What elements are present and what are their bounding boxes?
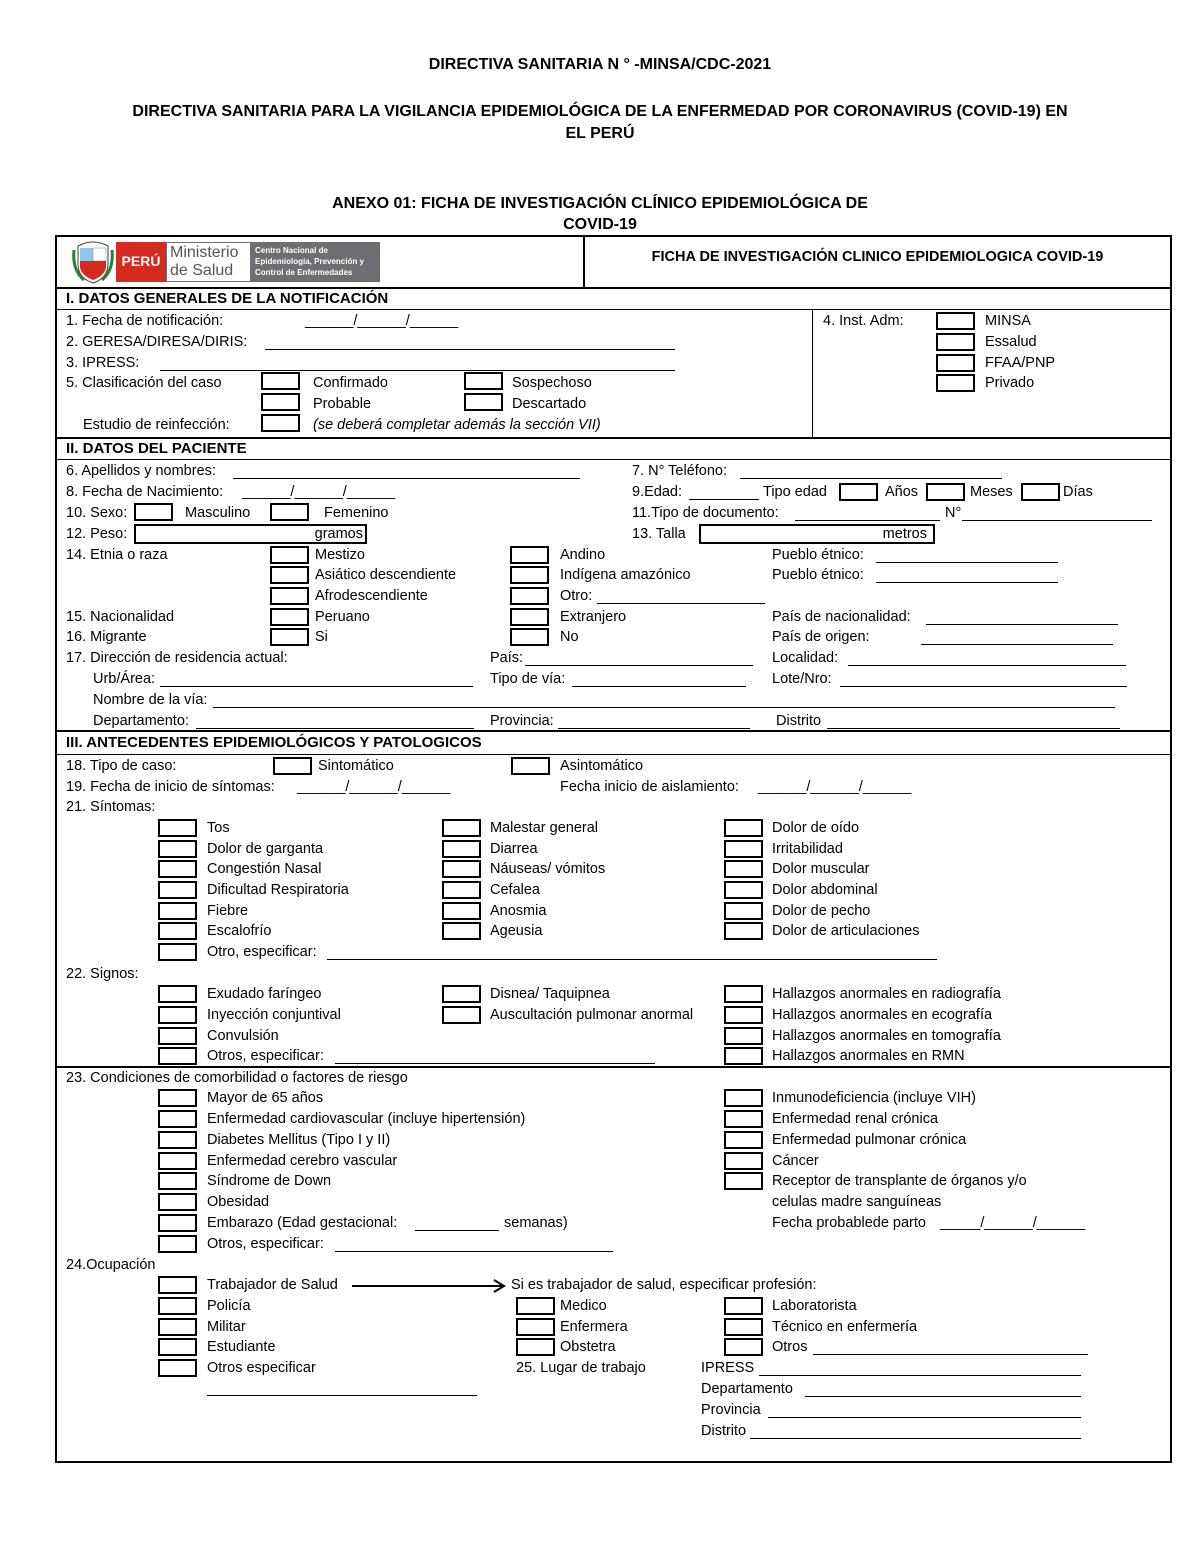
symptom-label: Ageusia bbox=[490, 923, 543, 939]
weight-field[interactable] bbox=[134, 524, 367, 544]
pregnancy-label: Embarazo (Edad gestacional: bbox=[207, 1215, 398, 1231]
other-ethnicity-checkbox[interactable] bbox=[510, 587, 549, 605]
comorbidity-checkbox[interactable] bbox=[158, 1089, 197, 1107]
other-sign-field[interactable] bbox=[335, 1063, 655, 1064]
ffaa-pnp-label: FFAA/PNP bbox=[985, 355, 1056, 371]
peruvian-checkbox[interactable] bbox=[270, 608, 309, 626]
directive-number: DIRECTIVA SANITARIA N ° -MINSA/CDC-2021 bbox=[428, 56, 772, 73]
section-divider bbox=[55, 287, 1172, 289]
country-field[interactable] bbox=[525, 665, 753, 666]
symptom-checkbox[interactable] bbox=[442, 840, 481, 858]
ethnic-group-field-2[interactable] bbox=[876, 582, 1058, 583]
symptom-label: Malestar general bbox=[490, 820, 598, 836]
comorbidity-checkbox[interactable] bbox=[724, 1089, 763, 1107]
ipress-field[interactable] bbox=[160, 370, 675, 371]
lot-number-label: Lote/Nro: bbox=[772, 671, 832, 687]
months-label: Meses bbox=[970, 484, 1013, 500]
symptom-checkbox[interactable] bbox=[442, 881, 481, 899]
due-date-label: Fecha probablede parto bbox=[772, 1215, 926, 1231]
symptom-label: Tos bbox=[207, 820, 230, 836]
foreign-label: Extranjero bbox=[560, 609, 627, 625]
lot-number-field[interactable] bbox=[840, 686, 1127, 687]
symptom-checkbox[interactable] bbox=[158, 860, 197, 878]
descartado-checkbox[interactable] bbox=[464, 393, 503, 411]
geresa-field[interactable] bbox=[265, 349, 675, 350]
annex-title-line-2: COVID-19 bbox=[563, 216, 637, 233]
height-unit: metros bbox=[882, 526, 927, 542]
specify-profession-label: Si es trabajador de salud, especificar profesión: bbox=[511, 1277, 817, 1293]
sign-label: Inyección conjuntival bbox=[207, 1007, 341, 1023]
document-type-label: 11.Tipo de documento: bbox=[632, 505, 779, 521]
ipress-label: 3. IPRESS: bbox=[66, 355, 140, 371]
full-name-label: 6. Apellidos y nombres: bbox=[66, 463, 216, 479]
sign-label: Auscultación pulmonar anormal bbox=[490, 1007, 694, 1023]
other-comorbidity-label: Otros, especificar: bbox=[207, 1236, 324, 1252]
symptom-label: Dolor muscular bbox=[772, 861, 870, 877]
indigenous-amazonian-checkbox[interactable] bbox=[510, 566, 549, 584]
other-symptom-field[interactable] bbox=[327, 959, 937, 960]
asymptomatic-label: Asintomático bbox=[560, 758, 644, 774]
reinfection-note: (se deberá completar además la sección VII) bbox=[313, 417, 601, 433]
district-label: Distrito bbox=[776, 713, 822, 729]
profession-checkbox[interactable] bbox=[516, 1338, 555, 1356]
other-sign-label: Otros, especificar: bbox=[207, 1048, 324, 1064]
male-checkbox[interactable] bbox=[134, 503, 173, 521]
age-field[interactable] bbox=[689, 499, 759, 500]
height-field[interactable] bbox=[699, 524, 935, 544]
pregnancy-checkbox[interactable] bbox=[158, 1214, 197, 1232]
confirmado-checkbox[interactable] bbox=[261, 372, 300, 390]
symptom-label: Dolor de garganta bbox=[207, 841, 324, 857]
profession-checkbox[interactable] bbox=[724, 1318, 763, 1336]
section-divider bbox=[55, 459, 1172, 460]
symptom-checkbox[interactable] bbox=[158, 922, 197, 940]
origin-country-label: País de origen: bbox=[772, 629, 870, 645]
sign-checkbox[interactable] bbox=[158, 1027, 197, 1045]
section-2-title: II. DATOS DEL PACIENTE bbox=[66, 440, 247, 457]
essalud-label: Essalud bbox=[985, 334, 1037, 350]
comorbidity-label: Mayor de 65 años bbox=[207, 1090, 324, 1106]
other-profession-field[interactable] bbox=[813, 1354, 1088, 1355]
profession-label: Laboratorista bbox=[772, 1298, 857, 1314]
other-profession-checkbox[interactable] bbox=[724, 1338, 763, 1356]
weight-unit: gramos bbox=[314, 526, 363, 542]
workplace-label: 25. Lugar de trabajo bbox=[516, 1360, 646, 1376]
symptom-checkbox[interactable] bbox=[158, 881, 197, 899]
inst-adm-divider bbox=[812, 309, 813, 437]
sign-label: Hallazgos anormales en ecografía bbox=[772, 1007, 993, 1023]
other-occupation-checkbox[interactable] bbox=[158, 1359, 197, 1377]
sign-checkbox[interactable] bbox=[724, 1027, 763, 1045]
occupation-label: Trabajador de Salud bbox=[207, 1277, 338, 1293]
symptom-checkbox[interactable] bbox=[442, 819, 481, 837]
nationality-country-field[interactable] bbox=[926, 624, 1118, 625]
female-label: Femenino bbox=[324, 505, 389, 521]
symptom-label: Escalofrío bbox=[207, 923, 272, 939]
other-occupation-field[interactable] bbox=[207, 1395, 477, 1396]
comorbidities-label: 23. Condiciones de comorbilidad o factores de riesgo bbox=[66, 1070, 408, 1086]
andino-checkbox[interactable] bbox=[510, 546, 549, 564]
workplace-ipress-field[interactable] bbox=[759, 1375, 1081, 1376]
symptomatic-checkbox[interactable] bbox=[273, 757, 312, 775]
sign-checkbox[interactable] bbox=[724, 1047, 763, 1065]
privado-label: Privado bbox=[985, 375, 1035, 391]
andino-label: Andino bbox=[560, 547, 606, 563]
comorbidity-checkbox[interactable] bbox=[724, 1172, 763, 1190]
migrant-no-label: No bbox=[560, 629, 579, 645]
migrant-yes-label: Si bbox=[315, 629, 328, 645]
phone-field[interactable] bbox=[740, 478, 1002, 479]
minsa-checkbox[interactable] bbox=[936, 312, 975, 330]
symptom-label: Dolor abdominal bbox=[772, 882, 878, 898]
symptom-checkbox[interactable] bbox=[442, 922, 481, 940]
road-name-field[interactable] bbox=[213, 707, 1115, 708]
symptomatic-label: Sintomático bbox=[318, 758, 394, 774]
occupation-label: 24.Ocupación bbox=[66, 1257, 156, 1273]
locality-label: Localidad: bbox=[772, 650, 839, 666]
comorbidity-label: Enfermedad cardiovascular (incluye hipertensión) bbox=[207, 1111, 526, 1127]
road-name-label: Nombre de la vía: bbox=[93, 692, 208, 708]
symptom-label: Dificultad Respiratoria bbox=[207, 882, 349, 898]
urb-area-label: Urb/Área: bbox=[93, 671, 156, 687]
essalud-checkbox[interactable] bbox=[936, 333, 975, 351]
province-label: Provincia: bbox=[490, 713, 554, 729]
signs-label: 22. Signos: bbox=[66, 966, 139, 982]
case-type-label: 18. Tipo de caso: bbox=[66, 758, 177, 774]
symptom-checkbox[interactable] bbox=[724, 860, 763, 878]
occupation-checkbox[interactable] bbox=[158, 1318, 197, 1336]
sospechoso-checkbox[interactable] bbox=[464, 372, 503, 390]
symptom-checkbox[interactable] bbox=[158, 902, 197, 920]
years-checkbox[interactable] bbox=[839, 483, 878, 501]
afro-descendant-label: Afrodescendiente bbox=[315, 588, 428, 604]
comorbidity-checkbox[interactable] bbox=[158, 1152, 197, 1170]
arrow-right-icon bbox=[352, 1279, 512, 1293]
months-checkbox[interactable] bbox=[926, 483, 965, 501]
workplace-district-label: Distrito bbox=[701, 1423, 747, 1439]
center-line-2: Epidemiología, Prevención y bbox=[255, 257, 364, 266]
urb-area-field[interactable] bbox=[160, 686, 473, 687]
symptom-label: Diarrea bbox=[490, 841, 538, 857]
annex-title-line-1: ANEXO 01: FICHA DE INVESTIGACIÓN CLÍNICO EPIDEMIOLÓGICA DE bbox=[332, 195, 868, 212]
indigenous-amazonian-label: Indígena amazónico bbox=[560, 567, 691, 583]
peru-label: PERÚ bbox=[121, 253, 161, 269]
female-checkbox[interactable] bbox=[270, 503, 309, 521]
road-type-field[interactable] bbox=[572, 686, 746, 687]
profession-checkbox[interactable] bbox=[724, 1297, 763, 1315]
sign-checkbox[interactable] bbox=[724, 1006, 763, 1024]
other-ethnicity-field[interactable] bbox=[597, 603, 765, 604]
mestizo-label: Mestizo bbox=[315, 547, 365, 563]
profession-checkbox[interactable] bbox=[516, 1297, 555, 1315]
due-date-field[interactable]: _____/______/______ bbox=[940, 1215, 1086, 1231]
sign-checkbox[interactable] bbox=[158, 985, 197, 1003]
symptom-label: Congestión Nasal bbox=[207, 861, 322, 877]
comorbidity-label: Inmunodeficiencia (incluye VIH) bbox=[772, 1090, 976, 1106]
notification-date-field[interactable]: ______/______/______ bbox=[305, 313, 459, 329]
country-label: País: bbox=[490, 650, 524, 666]
comorbidity-label: Enfermedad cerebro vascular bbox=[207, 1153, 398, 1169]
privado-checkbox[interactable] bbox=[936, 374, 975, 392]
symptom-checkbox[interactable] bbox=[724, 902, 763, 920]
symptoms-label: 21. Síntomas: bbox=[66, 799, 156, 815]
comorbidity-checkbox[interactable] bbox=[724, 1152, 763, 1170]
department-label: Departamento: bbox=[93, 713, 189, 729]
workplace-province-label: Provincia bbox=[701, 1402, 761, 1418]
document-type-field[interactable] bbox=[795, 520, 940, 521]
document-number-field[interactable] bbox=[962, 520, 1152, 521]
other-symptom-checkbox[interactable] bbox=[158, 943, 197, 961]
symptom-checkbox[interactable] bbox=[442, 902, 481, 920]
locality-field[interactable] bbox=[848, 665, 1126, 666]
center-line-1: Centro Nacional de bbox=[255, 246, 328, 255]
symptom-label: Irritabilidad bbox=[772, 841, 843, 857]
comorbidity-label: Enfermedad renal crónica bbox=[772, 1111, 939, 1127]
peruvian-label: Peruano bbox=[315, 609, 370, 625]
symptom-checkbox[interactable] bbox=[724, 922, 763, 940]
workplace-department-label: Departamento bbox=[701, 1381, 793, 1397]
birth-date-label: 8. Fecha de Nacimiento: bbox=[66, 484, 224, 500]
probable-checkbox[interactable] bbox=[261, 393, 300, 411]
document-number-label: N° bbox=[945, 505, 962, 521]
male-label: Masculino bbox=[185, 505, 251, 521]
ethnic-group-label-1: Pueblo étnico: bbox=[772, 547, 864, 563]
birth-date-field[interactable]: ______/______/______ bbox=[242, 484, 396, 500]
form-title: FICHA DE INVESTIGACIÓN CLINICO EPIDEMIOLOGICA COVID-19 bbox=[651, 249, 1104, 265]
sign-checkbox[interactable] bbox=[442, 1006, 481, 1024]
profession-label: Técnico en enfermería bbox=[772, 1319, 918, 1335]
comorbidity-label: Cáncer bbox=[772, 1153, 819, 1169]
nationality-label: 15. Nacionalidad bbox=[66, 609, 175, 625]
section-divider bbox=[55, 309, 1172, 310]
comorbidity-label: Obesidad bbox=[207, 1194, 270, 1210]
geresa-label: 2. GERESA/DIRESA/DIRIS: bbox=[66, 334, 248, 350]
center-line-3: Control de Enfermedades bbox=[255, 268, 353, 277]
comorbidity-checkbox[interactable] bbox=[158, 1110, 197, 1128]
descartado-label: Descartado bbox=[512, 396, 587, 412]
asian-descendant-label: Asiático descendiente bbox=[315, 567, 457, 583]
symptom-onset-field[interactable]: ______/______/______ bbox=[297, 779, 451, 795]
symptom-onset-label: 19. Fecha de inicio de síntomas: bbox=[66, 779, 275, 795]
sign-checkbox[interactable] bbox=[442, 985, 481, 1003]
case-classification-label: 5. Clasificación del caso bbox=[66, 375, 222, 391]
symptom-label: Náuseas/ vómitos bbox=[490, 861, 606, 877]
probable-label: Probable bbox=[313, 396, 372, 412]
peru-coat-of-arms-icon bbox=[72, 240, 114, 284]
section-divider bbox=[55, 1066, 1172, 1068]
profession-label: Enfermera bbox=[560, 1319, 628, 1335]
ministry-line-2: de Salud bbox=[170, 262, 234, 279]
occupation-checkbox[interactable] bbox=[158, 1338, 197, 1356]
isolation-start-field[interactable]: ______/______/______ bbox=[758, 779, 912, 795]
comorbidity-label: Enfermedad pulmonar crónica bbox=[772, 1132, 967, 1148]
profession-label: Medico bbox=[560, 1298, 607, 1314]
days-label: Días bbox=[1063, 484, 1093, 500]
mestizo-checkbox[interactable] bbox=[270, 546, 309, 564]
ffaa-pnp-checkbox[interactable] bbox=[936, 354, 975, 372]
symptom-label: Dolor de oído bbox=[772, 820, 860, 836]
comorbidity-label-continued: celulas madre sanguíneas bbox=[772, 1194, 942, 1210]
address-label: 17. Dirección de residencia actual: bbox=[66, 650, 288, 666]
district-field[interactable] bbox=[827, 728, 1120, 729]
confirmado-label: Confirmado bbox=[313, 375, 388, 391]
sign-checkbox[interactable] bbox=[158, 1006, 197, 1024]
workplace-district-field[interactable] bbox=[750, 1438, 1081, 1439]
migrant-label: 16. Migrante bbox=[66, 629, 147, 645]
section-divider bbox=[55, 754, 1172, 755]
inst-adm-label: 4. Inst. Adm: bbox=[823, 313, 904, 329]
occupation-label: Estudiante bbox=[207, 1339, 276, 1355]
symptom-label: Fiebre bbox=[207, 903, 249, 919]
other-occupation-label: Otros especificar bbox=[207, 1360, 316, 1376]
sex-label: 10. Sexo: bbox=[66, 505, 128, 521]
symptom-checkbox[interactable] bbox=[724, 881, 763, 899]
nationality-country-label: País de nacionalidad: bbox=[772, 609, 911, 625]
ethnic-group-label-2: Pueblo étnico: bbox=[772, 567, 864, 583]
age-label: 9.Edad: bbox=[632, 484, 682, 500]
symptom-checkbox[interactable] bbox=[724, 819, 763, 837]
workplace-department-field[interactable] bbox=[805, 1396, 1081, 1397]
asymptomatic-checkbox[interactable] bbox=[511, 757, 550, 775]
height-label: 13. Talla bbox=[632, 526, 686, 542]
occupation-label: Policía bbox=[207, 1298, 251, 1314]
symptom-label: Dolor de articulaciones bbox=[772, 923, 920, 939]
reinfection-label: Estudio de reinfección: bbox=[83, 417, 230, 433]
comorbidity-checkbox[interactable] bbox=[158, 1172, 197, 1190]
department-field[interactable] bbox=[196, 728, 474, 729]
symptom-checkbox[interactable] bbox=[158, 840, 197, 858]
section-3-title: III. ANTECEDENTES EPIDEMIOLÓGICOS Y PATOLOGICOS bbox=[66, 734, 482, 751]
other-ethnicity-label: Otro: bbox=[560, 588, 593, 604]
workplace-ipress-label: IPRESS bbox=[701, 1360, 755, 1376]
other-comorbidity-checkbox[interactable] bbox=[158, 1235, 197, 1253]
minsa-label: MINSA bbox=[985, 313, 1031, 329]
gestational-age-field[interactable] bbox=[415, 1230, 499, 1231]
age-type-label: Tipo edad bbox=[763, 484, 827, 500]
other-comorbidity-field[interactable] bbox=[335, 1251, 613, 1252]
sign-label: Hallazgos anormales en radiografía bbox=[772, 986, 1001, 1002]
other-sign-checkbox[interactable] bbox=[158, 1047, 197, 1065]
comorbidity-checkbox[interactable] bbox=[724, 1110, 763, 1128]
occupation-label: Militar bbox=[207, 1319, 246, 1335]
province-field[interactable] bbox=[558, 728, 750, 729]
migrant-yes-checkbox[interactable] bbox=[270, 628, 309, 646]
workplace-province-field[interactable] bbox=[768, 1417, 1081, 1418]
symptom-checkbox[interactable] bbox=[724, 840, 763, 858]
foreign-checkbox[interactable] bbox=[510, 608, 549, 626]
asian-descendant-checkbox[interactable] bbox=[270, 566, 309, 584]
ethnic-group-field-1[interactable] bbox=[876, 562, 1058, 563]
origin-country-field[interactable] bbox=[921, 644, 1113, 645]
ethnicity-label: 14. Etnia o raza bbox=[66, 547, 168, 563]
comorbidity-label: Diabetes Mellitus (Tipo I y II) bbox=[207, 1132, 391, 1148]
phone-label: 7. N° Teléfono: bbox=[632, 463, 728, 479]
section-divider bbox=[55, 730, 1172, 732]
directive-title-line-2: EL PERÚ bbox=[565, 125, 635, 142]
days-checkbox[interactable] bbox=[1021, 483, 1060, 501]
occupation-checkbox[interactable] bbox=[158, 1276, 197, 1294]
section-divider bbox=[55, 437, 1172, 439]
reinfection-checkbox[interactable] bbox=[261, 414, 300, 432]
isolation-start-label: Fecha inicio de aislamiento: bbox=[560, 779, 739, 795]
comorbidity-label: Receptor de transplante de órganos y/o bbox=[772, 1173, 1027, 1189]
full-name-field[interactable] bbox=[233, 478, 580, 479]
comorbidity-checkbox[interactable] bbox=[724, 1131, 763, 1149]
sospechoso-label: Sospechoso bbox=[512, 375, 592, 391]
comorbidity-label: Síndrome de Down bbox=[207, 1173, 332, 1189]
other-profession-label: Otros bbox=[772, 1339, 808, 1355]
symptom-label: Cefalea bbox=[490, 882, 540, 898]
profession-checkbox[interactable] bbox=[516, 1318, 555, 1336]
years-label: Años bbox=[885, 484, 919, 500]
notification-date-label: 1. Fecha de notificación: bbox=[66, 313, 224, 329]
sign-label: Disnea/ Taquipnea bbox=[490, 986, 610, 1002]
sign-checkbox[interactable] bbox=[724, 985, 763, 1003]
afro-descendant-checkbox[interactable] bbox=[270, 587, 309, 605]
occupation-checkbox[interactable] bbox=[158, 1297, 197, 1315]
comorbidity-checkbox[interactable] bbox=[158, 1193, 197, 1211]
other-symptom-label: Otro, especificar: bbox=[207, 944, 317, 960]
migrant-no-checkbox[interactable] bbox=[510, 628, 549, 646]
directive-title-line-1: DIRECTIVA SANITARIA PARA LA VIGILANCIA EPIDEMIOLÓGICA DE LA ENFERMEDAD POR CORONAVIRUS (COVID-19) EN bbox=[132, 103, 1068, 120]
symptom-label: Dolor de pecho bbox=[772, 903, 871, 919]
weight-label: 12. Peso: bbox=[66, 526, 128, 542]
logo bbox=[72, 240, 382, 284]
symptom-checkbox[interactable] bbox=[158, 819, 197, 837]
sign-label: Hallazgos anormales en RMN bbox=[772, 1048, 965, 1064]
section-1-title: I. DATOS GENERALES DE LA NOTIFICACIÓN bbox=[66, 290, 389, 307]
symptom-checkbox[interactable] bbox=[442, 860, 481, 878]
sign-label: Exudado faríngeo bbox=[207, 986, 322, 1002]
profession-label: Obstetra bbox=[560, 1339, 616, 1355]
sign-label: Hallazgos anormales en tomografía bbox=[772, 1028, 1001, 1044]
road-type-label: Tipo de vía: bbox=[490, 671, 566, 687]
sign-label: Convulsión bbox=[207, 1028, 279, 1044]
comorbidity-checkbox[interactable] bbox=[158, 1131, 197, 1149]
ministry-line-1: Ministerio bbox=[170, 244, 239, 261]
symptom-label: Anosmia bbox=[490, 903, 547, 919]
weeks-label: semanas) bbox=[504, 1215, 568, 1231]
